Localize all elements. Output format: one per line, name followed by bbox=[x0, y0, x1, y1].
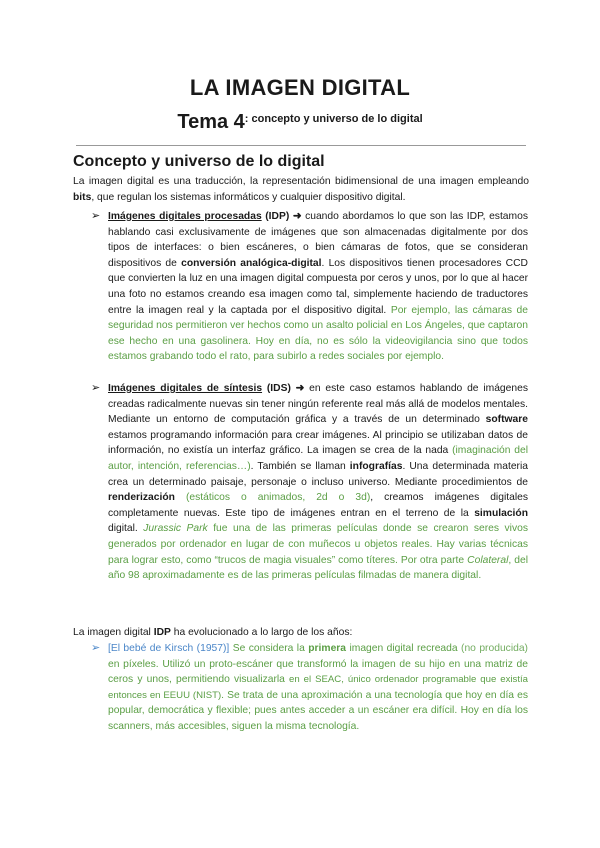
ids-text: en este caso estamos hablando de imágenes creadas radicalmente nuevas sin tener ningún referente real más allá de modelos mentales. Mediante un entorno de computación gráfica y a través de un determinado bbox=[108, 383, 528, 426]
bullet-idp bbox=[108, 209, 528, 365]
bullet-arrow-icon: ➢ bbox=[91, 382, 101, 394]
ids-text-4: . Una determinada materia crea un determinado paisaje, personaje o incluso universo. Mediante procedimientos de bbox=[108, 460, 528, 488]
topic-number: Tema 4 bbox=[177, 111, 245, 133]
ids-bold-software: software bbox=[485, 414, 528, 426]
kirsch-aside-2: en el SEAC, único ordenador programable que existía entonces en EEUU (NIST) bbox=[108, 674, 528, 701]
idp-term: Imágenes digitales procesadas bbox=[108, 211, 262, 222]
evolution-paragraph bbox=[73, 625, 529, 641]
idp-bold: conversión analógica-digital bbox=[181, 257, 322, 269]
kirsch-text-3: en píxeles. Utilizó un proto-escáner que transformó la imagen de su hijo en una matriz de ceros y unos, permitiendo visualizarla bbox=[108, 658, 528, 686]
topic-subtitle bbox=[0, 106, 600, 137]
kirsch-text-2: imagen digital recreada bbox=[346, 643, 462, 654]
evo-text-2: ha evolucionado a lo largo de los años: bbox=[170, 627, 353, 638]
ids-example-title-2: Colateral bbox=[467, 554, 509, 566]
evo-text: La imagen digital bbox=[73, 627, 154, 638]
kirsch-text: Se considera la bbox=[229, 643, 309, 654]
ids-bold-simulacion: simulación bbox=[474, 507, 528, 519]
bullet-arrow-icon: ➢ bbox=[91, 210, 101, 222]
ids-example-2: , del año 98 aproximadamente es de las primeras películas filmadas de manera digital. bbox=[108, 554, 528, 582]
bullet-arrow-icon: ➢ bbox=[91, 642, 101, 654]
bullet-kirsch bbox=[108, 641, 528, 735]
kirsch-text-4: . Se trata de una aproximación a una tecnología que hoy en día es popular, democrática y flexible; pues antes acceder a un escáner era difícil. Hoy en día los scanners, más accesibles, siguen la misma tecnología. bbox=[108, 689, 528, 732]
ids-bold-infografias: infografías bbox=[349, 460, 403, 472]
idp-text: cuando abordamos lo que son las IDP, estamos hablando casi exclusivamente de imágenes que son almacenadas digitalmente por dos tipos de interfaces: o bien escáneres, o bien cámaras de fotos, que se consideran dispositivos de bbox=[108, 211, 528, 269]
ids-term: Imágenes digitales de síntesis bbox=[108, 383, 263, 394]
ids-text-2: estamos programando información para crear imágenes. Al principio se utilizaban datos de información, no existía un interfaz gráfico. La imagen se crea de la nada bbox=[108, 429, 528, 457]
ids-example-title: Jurassic Park bbox=[143, 523, 208, 535]
idp-text-2: . Los dispositivos tienen procesadores CCD que convierten la luz en una imagen digital compuesta por ceros y unos, por lo que al hacer una foto no estamos creando esa imagen como tal, simplemente haciendo de traductores entre la imagen real y la captada por el dispositivo digital. bbox=[108, 257, 528, 316]
ids-bold-renderizacion: renderización bbox=[108, 492, 175, 504]
ids-example: fue una de las primeras películas donde se crearon seres vivos generados por ordenador en lugar de con muñecos u objetos reales. Hay varias técnicas para lograr esto, como “trucos de magia visuales” como títeres. Por otra parte bbox=[108, 523, 528, 566]
idp-abbr: (IDP) ➜ bbox=[261, 211, 302, 222]
ids-aside-2: (estáticos o animados, 2d o 3d) bbox=[174, 492, 371, 504]
intro-paragraph bbox=[73, 174, 529, 205]
intro-text: La imagen digital es una traducción, la representación bidimensional de una imagen empleando bbox=[73, 176, 529, 187]
ids-abbr: (IDS) ➜ bbox=[262, 383, 305, 394]
idp-example: Por ejemplo, las cámaras de seguridad nos permitieron ver hechos como un asalto policial en Los Ángeles, que captaron ese hecho en una gasolinera. Hoy en día, no es sólo la videovigilancia sino que todos estamos grabando todo el rato, para subirlo a redes sociales por ejemplo. bbox=[108, 304, 528, 363]
kirsch-bold: primera bbox=[308, 643, 347, 654]
ids-text-5: , creamos imágenes digitales completamente nuevas. Este tipo de imágenes entran en el terreno de la bbox=[108, 492, 528, 519]
bullet-ids bbox=[108, 381, 528, 584]
topic-description: : concepto y universo de lo digital bbox=[244, 113, 423, 125]
horizontal-divider bbox=[76, 145, 526, 146]
intro-bits: bits bbox=[73, 191, 92, 203]
document-title: LA IMAGEN DIGITAL bbox=[189, 75, 411, 100]
ids-text-6: digital. bbox=[108, 523, 144, 535]
kirsch-aside: (no producida) bbox=[461, 643, 528, 654]
evo-bold: IDP bbox=[153, 627, 171, 638]
ids-aside: (imaginación del autor, intención, referencias…) bbox=[108, 445, 529, 472]
kirsch-link[interactable]: [El bebé de Kirsch (1957)] bbox=[108, 643, 230, 654]
intro-text-end: , que regulan los sistemas informáticos y cualquier dispositivo digital. bbox=[91, 191, 406, 203]
section-heading: Concepto y universo de lo digital bbox=[73, 153, 325, 170]
ids-text-3: . También se llaman bbox=[250, 460, 350, 472]
